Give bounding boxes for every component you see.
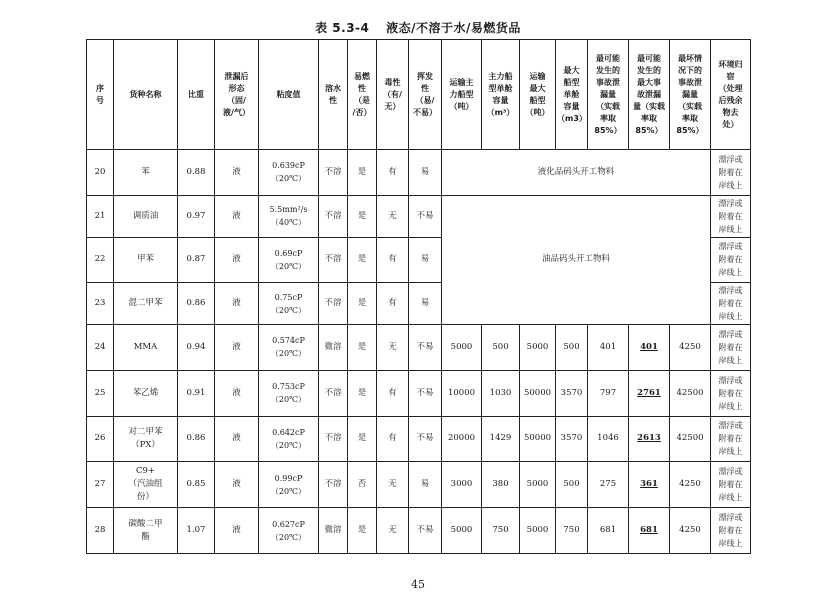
header-line: 85%） — [594, 125, 622, 135]
header-line: 型单舱 — [488, 83, 513, 93]
cell-solubility: 不溶 — [319, 416, 348, 462]
cell-toxicity: 无 — [377, 195, 409, 237]
text-line: 5.5mm²/s — [269, 205, 308, 215]
cell-volatility: 不易 — [409, 325, 442, 371]
cell-state: 液 — [215, 370, 259, 416]
text-line: （20℃） — [270, 305, 307, 315]
cell-possible-leak: 401 — [588, 325, 629, 371]
header-line: 货种名称 — [129, 89, 162, 99]
text-line: （20℃） — [270, 440, 307, 450]
header-line: 率取 — [682, 113, 698, 123]
cell-max-tank: 750 — [556, 508, 588, 554]
header-line: 最大事 — [637, 77, 661, 87]
header-line: 溶水 — [325, 83, 341, 93]
table-caption: 液态/不溶于水/易燃货品 — [386, 21, 521, 35]
text-line: 岸线上 — [718, 355, 743, 365]
header-line: （处理 — [718, 83, 743, 93]
text-line: 附着在 — [718, 342, 743, 352]
text-line: 苯 — [141, 166, 150, 177]
header-solubility — [319, 40, 348, 150]
text-line: 漂浮或 — [718, 329, 743, 339]
cell-max-leak: 681 — [629, 508, 670, 554]
header-line: 率取 — [600, 113, 616, 123]
cell-worst-leak: 4250 — [670, 462, 711, 508]
cell-toxicity: 有 — [377, 283, 409, 325]
cell-no: 21 — [87, 195, 114, 237]
cell-name — [114, 150, 178, 196]
cell-tank-capacity: 1030 — [482, 370, 520, 416]
header-line: 易燃 — [354, 71, 370, 81]
header-viscosity — [259, 40, 319, 150]
cell-density: 1.07 — [178, 508, 215, 554]
text-line: 附着在 — [718, 388, 743, 398]
cell-max-leak: 2761 — [629, 370, 670, 416]
header-line: 漏量 — [600, 89, 616, 99]
cell-flammable: 否 — [348, 462, 377, 508]
header-line: （易/ — [415, 95, 435, 105]
header-toxicity — [377, 40, 409, 150]
text-line: 漂浮或 — [718, 421, 743, 431]
cell-name — [114, 462, 178, 508]
table-title — [0, 19, 836, 36]
cell-name — [114, 508, 178, 554]
text-line: 0.69cP — [274, 248, 303, 258]
cell-viscosity — [259, 237, 319, 283]
header-line: 船型 — [529, 95, 546, 105]
header-line: （吨） — [449, 101, 474, 111]
text-line: （20℃） — [270, 261, 307, 271]
cell-env-fate — [711, 283, 751, 325]
cell-state: 液 — [215, 150, 259, 196]
header-line: 运输 — [529, 71, 546, 81]
cell-worst-leak: 4250 — [670, 325, 711, 371]
cell-state: 液 — [215, 462, 259, 508]
text-line: 附着在 — [718, 480, 743, 490]
table-row — [87, 462, 751, 508]
header-line: 形态 — [228, 83, 245, 93]
cell-name — [114, 283, 178, 325]
text-line: （PX） — [131, 439, 160, 450]
header-line: 泄漏后 — [224, 71, 249, 81]
header-volatility — [409, 40, 442, 150]
cell-env-fate — [711, 416, 751, 462]
cell-flammable: 是 — [348, 325, 377, 371]
cell-volatility: 不易 — [409, 508, 442, 554]
text-line: 岸线上 — [718, 401, 743, 411]
text-line: 漂浮或 — [718, 375, 743, 385]
cell-viscosity — [259, 508, 319, 554]
header-line: 性 — [329, 95, 337, 105]
cell-env-fate — [711, 325, 751, 371]
header-line: 最大 — [563, 65, 580, 75]
text-line: 0.75cP — [274, 292, 303, 302]
text-line: 漂浮或 — [718, 154, 743, 164]
header-line: 物去 — [722, 107, 739, 117]
cell-no: 28 — [87, 508, 114, 554]
header-line: 85%） — [676, 125, 704, 135]
table-row — [87, 370, 751, 416]
header-density — [178, 40, 215, 150]
cell-no: 20 — [87, 150, 114, 196]
cell-viscosity — [259, 462, 319, 508]
header-line: 事故泄 — [596, 77, 620, 87]
cell-viscosity — [259, 150, 319, 196]
text-line: C9+ — [135, 466, 156, 477]
merged-note-lng: 液化品码头开工物料 — [442, 150, 711, 196]
cell-state: 液 — [215, 283, 259, 325]
header-row — [87, 40, 751, 150]
header-line: 最坏情 — [678, 53, 702, 63]
header-line: （固/ — [227, 95, 246, 105]
cell-max-leak: 401 — [629, 325, 670, 371]
text-line: 甲苯 — [136, 254, 154, 265]
cell-no: 27 — [87, 462, 114, 508]
text-line: 调质油 — [132, 210, 159, 221]
header-line: 容量 — [492, 95, 509, 105]
header-possible-leak — [588, 40, 629, 150]
cell-density: 0.86 — [178, 283, 215, 325]
text-line: 附着在 — [718, 434, 743, 444]
text-line: 漂浮或 — [718, 467, 743, 477]
text-line: 岸线上 — [718, 447, 743, 457]
cell-density: 0.87 — [178, 237, 215, 283]
text-line: 岸线上 — [718, 493, 743, 503]
cell-name — [114, 370, 178, 416]
table-row — [87, 150, 751, 196]
cell-possible-leak: 797 — [588, 370, 629, 416]
header-line: 号 — [96, 95, 104, 105]
cell-state: 液 — [215, 325, 259, 371]
header-line: /否） — [352, 107, 372, 117]
cell-max-leak: 361 — [629, 462, 670, 508]
header-line: 无） — [384, 101, 401, 111]
text-line: MMA — [133, 341, 158, 352]
cell-flammable: 是 — [348, 370, 377, 416]
header-tank-capacity — [482, 40, 520, 150]
cell-toxicity: 有 — [377, 150, 409, 196]
header-line: 挥发 — [417, 71, 433, 81]
cell-env-fate — [711, 195, 751, 237]
header-line: 发生的 — [637, 65, 661, 75]
table-number: 表 5.3-4 — [315, 21, 370, 35]
table-row — [87, 325, 751, 371]
text-line: 岸线上 — [718, 224, 743, 234]
cell-name — [114, 325, 178, 371]
header-line: （是 — [354, 95, 370, 105]
cell-viscosity — [259, 325, 319, 371]
header-line: 故泄漏 — [637, 89, 661, 99]
cell-flammable: 是 — [348, 416, 377, 462]
cell-max-tank: 500 — [556, 325, 588, 371]
cell-volatility: 不易 — [409, 370, 442, 416]
cell-toxicity: 无 — [377, 508, 409, 554]
header-line: 宿 — [726, 71, 735, 81]
cell-transport-ship: 5000 — [442, 325, 482, 371]
text-line: 份） — [136, 492, 154, 503]
text-line: 混二甲苯 — [128, 298, 163, 309]
cell-max-ship: 5000 — [520, 462, 556, 508]
text-line: 岸线上 — [718, 539, 743, 549]
cell-viscosity — [259, 416, 319, 462]
text-line: （20℃） — [270, 349, 307, 359]
cell-possible-leak: 1046 — [588, 416, 629, 462]
header-line: 主力船 — [488, 71, 513, 81]
text-line: 岸线上 — [718, 268, 743, 278]
cell-flammable: 是 — [348, 195, 377, 237]
text-line: 0.99cP — [274, 473, 303, 483]
cell-volatility: 不易 — [409, 195, 442, 237]
header-line: 发生的 — [596, 65, 620, 75]
header-line: 力船型 — [449, 89, 474, 99]
cell-tank-capacity: 500 — [482, 325, 520, 371]
header-line: 单舱 — [563, 89, 580, 99]
page-number: 45 — [411, 578, 425, 591]
header-line: 漏量 — [682, 89, 698, 99]
cell-density: 0.86 — [178, 416, 215, 462]
text-line: 0.753cP — [272, 382, 305, 392]
cell-max-ship: 5000 — [520, 325, 556, 371]
header-line: 最大 — [529, 83, 546, 93]
table-row — [87, 508, 751, 554]
cell-solubility: 不溶 — [319, 462, 348, 508]
cell-worst-leak: 4250 — [670, 508, 711, 554]
cell-max-leak: 2613 — [629, 416, 670, 462]
text-line: 附着在 — [718, 255, 743, 265]
cell-volatility: 不易 — [409, 416, 442, 462]
cell-density: 0.94 — [178, 325, 215, 371]
table-row — [87, 416, 751, 462]
cell-name — [114, 416, 178, 462]
cell-transport-ship: 10000 — [442, 370, 482, 416]
cargo-table — [86, 39, 751, 554]
header-line: （有/ — [383, 89, 402, 99]
cell-solubility: 不溶 — [319, 237, 348, 283]
cell-max-tank: 3570 — [556, 370, 588, 416]
header-line: 最可能 — [637, 53, 661, 63]
header-line: 性 — [421, 83, 429, 93]
header-line: 船型 — [563, 77, 580, 87]
header-name — [114, 40, 178, 150]
cell-flammable: 是 — [348, 150, 377, 196]
cell-solubility: 微溶 — [319, 508, 348, 554]
cell-flammable: 是 — [348, 237, 377, 283]
text-line: 岸线上 — [718, 180, 743, 190]
cell-env-fate — [711, 462, 751, 508]
cell-worst-leak: 42500 — [670, 416, 711, 462]
header-line: 后残余 — [718, 95, 743, 105]
header-line: 事故泄 — [678, 77, 702, 87]
cell-state: 液 — [215, 195, 259, 237]
header-line: 不易） — [413, 107, 437, 117]
header-line: 运输主 — [449, 77, 474, 87]
text-line: （40℃） — [270, 218, 307, 228]
cell-viscosity — [259, 283, 319, 325]
cell-no: 24 — [87, 325, 114, 371]
cell-env-fate — [711, 237, 751, 283]
cell-max-ship: 5000 — [520, 508, 556, 554]
cell-transport-ship: 5000 — [442, 508, 482, 554]
cell-volatility: 易 — [409, 237, 442, 283]
cell-state: 液 — [215, 508, 259, 554]
text-line: 碳酸二甲 — [128, 518, 163, 529]
header-line: 毒性 — [384, 77, 401, 87]
text-line: 漂浮或 — [718, 198, 743, 208]
header-line: 序 — [96, 83, 104, 93]
header-worst-leak — [670, 40, 711, 150]
text-line: 附着在 — [718, 211, 743, 221]
cell-name — [114, 195, 178, 237]
header-flammable — [348, 40, 377, 150]
text-line: 0.627cP — [272, 519, 305, 529]
cell-viscosity — [259, 370, 319, 416]
header-max-leak — [629, 40, 670, 150]
text-line: 漂浮或 — [718, 286, 743, 296]
cell-no: 25 — [87, 370, 114, 416]
cell-no: 22 — [87, 237, 114, 283]
cell-solubility: 不溶 — [319, 283, 348, 325]
text-line: 附着在 — [718, 526, 743, 536]
text-line: （汽油组 — [128, 479, 163, 490]
text-line: 对二甲苯 — [128, 426, 163, 437]
header-state — [215, 40, 259, 150]
header-line: 况下的 — [678, 65, 702, 75]
cell-density: 0.97 — [178, 195, 215, 237]
header-line: （实载 — [678, 101, 702, 111]
cell-max-ship: 50000 — [520, 416, 556, 462]
cell-worst-leak: 42500 — [670, 370, 711, 416]
cell-tank-capacity: 750 — [482, 508, 520, 554]
header-no — [87, 40, 114, 150]
cell-env-fate — [711, 370, 751, 416]
cell-state: 液 — [215, 416, 259, 462]
header-line: 量（实载 — [633, 101, 665, 111]
text-line: 漂浮或 — [718, 242, 743, 252]
cell-state: 液 — [215, 237, 259, 283]
text-line: 附着在 — [718, 299, 743, 309]
text-line: 0.639cP — [272, 161, 305, 171]
cell-toxicity: 有 — [377, 416, 409, 462]
cell-transport-ship: 20000 — [442, 416, 482, 462]
cell-tank-capacity: 1429 — [482, 416, 520, 462]
header-line: 最可能 — [596, 53, 620, 63]
header-line: 比重 — [188, 89, 204, 99]
cell-name — [114, 237, 178, 283]
cell-tank-capacity: 380 — [482, 462, 520, 508]
cell-volatility: 易 — [409, 283, 442, 325]
cell-env-fate — [711, 508, 751, 554]
header-line: 性 — [358, 83, 366, 93]
text-line: 0.642cP — [272, 427, 305, 437]
cell-volatility: 易 — [409, 462, 442, 508]
text-line: 附着在 — [718, 167, 743, 177]
text-line: （20℃） — [270, 532, 307, 542]
cell-env-fate — [711, 150, 751, 196]
cell-transport-ship: 3000 — [442, 462, 482, 508]
header-line: 粘度值 — [276, 89, 301, 99]
cell-possible-leak: 275 — [588, 462, 629, 508]
header-line: 85%） — [635, 125, 663, 135]
cell-solubility: 微溶 — [319, 325, 348, 371]
text-line: 苯乙烯 — [132, 387, 159, 398]
text-line: 漂浮或 — [718, 513, 743, 523]
table-row — [87, 195, 751, 237]
cell-toxicity: 有 — [377, 237, 409, 283]
cell-toxicity: 无 — [377, 462, 409, 508]
cell-density: 0.88 — [178, 150, 215, 196]
header-line: （m3） — [557, 113, 587, 123]
cell-volatility: 易 — [409, 150, 442, 196]
cell-viscosity — [259, 195, 319, 237]
header-line: （实载 — [596, 101, 620, 111]
text-line: 岸线上 — [718, 312, 743, 322]
text-line: 0.574cP — [272, 336, 305, 346]
cell-solubility: 不溶 — [319, 195, 348, 237]
text-line: （20℃） — [270, 486, 307, 496]
header-line: 环境归 — [718, 59, 743, 69]
cell-density: 0.85 — [178, 462, 215, 508]
header-line: 容量 — [563, 101, 580, 111]
header-max-ship — [520, 40, 556, 150]
table-body — [87, 150, 751, 554]
cell-solubility: 不溶 — [319, 370, 348, 416]
header-transport-ship — [442, 40, 482, 150]
header-line: 处） — [722, 119, 739, 129]
cell-max-tank: 500 — [556, 462, 588, 508]
cell-density: 0.91 — [178, 370, 215, 416]
header-max-tank — [556, 40, 588, 150]
header-line: （吨） — [525, 107, 550, 117]
cell-solubility: 不溶 — [319, 150, 348, 196]
text-line: 酯 — [141, 531, 150, 542]
text-line: （20℃） — [270, 174, 307, 184]
text-line: （20℃） — [270, 395, 307, 405]
cell-toxicity: 无 — [377, 325, 409, 371]
cell-flammable: 是 — [348, 283, 377, 325]
cell-no: 23 — [87, 283, 114, 325]
header-line: 率取 — [641, 113, 657, 123]
cell-max-ship: 50000 — [520, 370, 556, 416]
header-env-fate — [711, 40, 751, 150]
header-line: （m³） — [486, 107, 515, 117]
header-line: 液/气） — [223, 107, 250, 117]
cell-no: 26 — [87, 416, 114, 462]
merged-note-oil: 油品码头开工物料 — [442, 195, 711, 324]
cell-toxicity: 有 — [377, 370, 409, 416]
cell-max-tank: 3570 — [556, 416, 588, 462]
cell-flammable: 是 — [348, 508, 377, 554]
cell-possible-leak: 681 — [588, 508, 629, 554]
